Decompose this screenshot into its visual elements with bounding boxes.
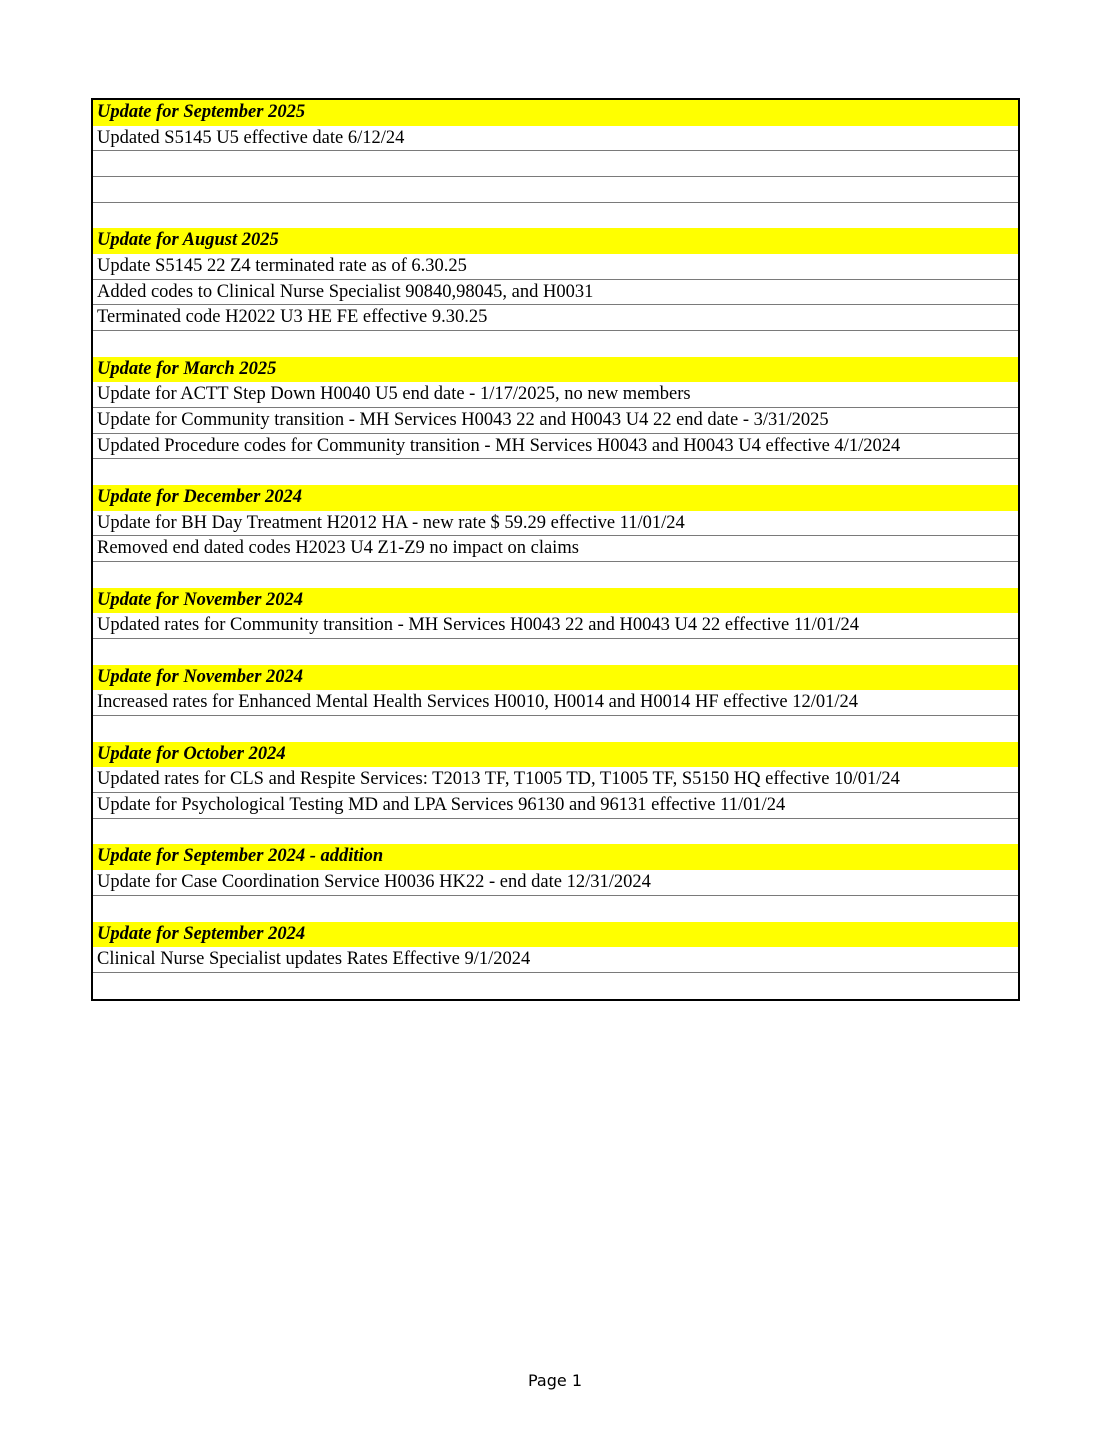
- section-header: Update for August 2025: [93, 228, 1018, 254]
- update-item: Increased rates for Enhanced Mental Health Services H0010, H0014 and H0014 HF effective 12/01/24: [93, 690, 1018, 716]
- section-header: Update for December 2024: [93, 485, 1018, 511]
- empty-row: [93, 151, 1018, 177]
- page-number: Page 1: [528, 1371, 582, 1390]
- update-item: Updated Procedure codes for Community transition - MH Services H0043 and H0043 U4 effective 4/1/2024: [93, 434, 1018, 460]
- empty-row: [93, 896, 1018, 922]
- empty-row: [93, 177, 1018, 203]
- update-item: Added codes to Clinical Nurse Specialist 90840,98045, and H0031: [93, 280, 1018, 306]
- update-log-table: [91, 98, 1020, 1001]
- update-item: Removed end dated codes H2023 U4 Z1-Z9 no impact on claims: [93, 536, 1018, 562]
- update-item: Updated rates for CLS and Respite Services: T2013 TF, T1005 TD, T1005 TF, S5150 HQ effective 10/01/24: [93, 767, 1018, 793]
- update-item: Update for BH Day Treatment H2012 HA - new rate $ 59.29 effective 11/01/24: [93, 511, 1018, 537]
- update-item: Clinical Nurse Specialist updates Rates Effective 9/1/2024: [93, 947, 1018, 973]
- update-item: Terminated code H2022 U3 HE FE effective 9.30.25: [93, 305, 1018, 331]
- empty-row: [93, 459, 1018, 485]
- update-item: Update for Case Coordination Service H0036 HK22 - end date 12/31/2024: [93, 870, 1018, 896]
- empty-row: [93, 562, 1018, 588]
- section-header: Update for September 2025: [93, 100, 1018, 126]
- section-header: Update for October 2024: [93, 742, 1018, 768]
- update-item: Update S5145 22 Z4 terminated rate as of 6.30.25: [93, 254, 1018, 280]
- section-header: Update for September 2024 - addition: [93, 844, 1018, 870]
- update-item: Update for Psychological Testing MD and LPA Services 96130 and 96131 effective 11/01/24: [93, 793, 1018, 819]
- section-header: Update for November 2024: [93, 588, 1018, 614]
- empty-row: [93, 331, 1018, 357]
- update-item: Updated S5145 U5 effective date 6/12/24: [93, 126, 1018, 152]
- empty-row: [93, 639, 1018, 665]
- section-header: Update for September 2024: [93, 922, 1018, 948]
- section-header: Update for March 2025: [93, 357, 1018, 383]
- empty-row: [93, 716, 1018, 742]
- update-item: Update for ACTT Step Down H0040 U5 end date - 1/17/2025, no new members: [93, 382, 1018, 408]
- update-item: Updated rates for Community transition - MH Services H0043 22 and H0043 U4 22 effective 11/01/24: [93, 613, 1018, 639]
- empty-row: [93, 203, 1018, 229]
- update-item: Update for Community transition - MH Services H0043 22 and H0043 U4 22 end date - 3/31/2025: [93, 408, 1018, 434]
- empty-row: [93, 973, 1018, 999]
- section-header: Update for November 2024: [93, 665, 1018, 691]
- empty-row: [93, 819, 1018, 845]
